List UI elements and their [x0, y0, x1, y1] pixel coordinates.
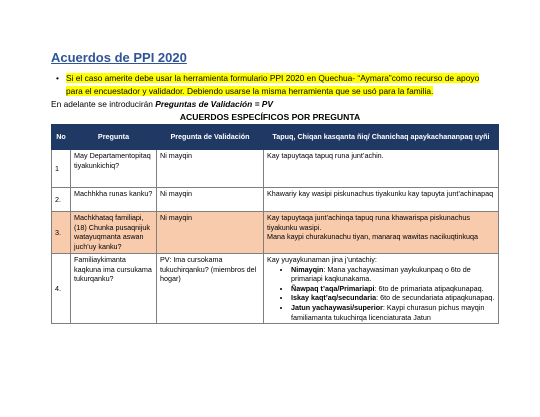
- criteria-text: : Kaypi churasun pichus mayqin familiamanta tukuchirqa licenciaturata Jatun: [291, 302, 485, 322]
- table-row: [52, 150, 499, 188]
- bullet-highlighted-text: Si el caso amerite debe usar la herramienta formulario PPI 2020 en Quechua- “Aymara”como recurso de apoyo para el encuestador y validador. Debiendo usarse la misma herramienta que se usó para la familia.: [66, 73, 480, 96]
- agreements-table: [51, 124, 499, 324]
- intro-emphasis: Preguntas de Validación = PV: [155, 99, 273, 109]
- list-item: [291, 265, 495, 284]
- list-item: [291, 293, 495, 303]
- row-validacion: Ni mayqin: [157, 150, 264, 188]
- table-caption: ACUERDOS ESPECÍFICOS POR PREGUNTA: [179, 112, 361, 122]
- tapuq-intro: Kay yuyaykunaman jina j’untachiy:: [267, 255, 377, 264]
- criteria-text: : 6to de primariata atipaqkunapaq.: [374, 283, 484, 293]
- row-pregunta: Machhkha runas kanku?: [71, 188, 157, 212]
- bullet-dot-icon: •: [56, 73, 59, 83]
- criteria-label: Jatun yachaywasi/superior: [291, 302, 383, 312]
- criteria-label: Nimayqin: [291, 264, 324, 274]
- row-tapuq: [264, 254, 499, 324]
- row-tapuq: Kay tapuytaqa junt’achinqa tapuq runa khawarispa piskunachus tiyakunku wasipi. Mana kaypi churakunachu tiyan, manaraq wawitas nacikuqtinkuqa: [264, 212, 499, 254]
- intro-prefix: En adelante se introducirán: [51, 99, 156, 109]
- row-no: 1: [52, 150, 71, 188]
- row-validacion: PV: Ima cursokama tukuchirqanku? (miembros del hogar): [157, 254, 264, 324]
- criteria-text: : 6to de secundariata atipaqkunapaq.: [376, 293, 495, 303]
- header-validacion: Pregunta de Validación: [157, 125, 264, 150]
- row-validacion: Ni mayqin: [157, 188, 264, 212]
- table-row: [52, 188, 499, 212]
- criteria-label: Iskay kaqt’aq/secundaria: [291, 293, 377, 303]
- row-no: 3.: [52, 212, 71, 254]
- criteria-list: [267, 265, 495, 323]
- row-pregunta: Familiaykimanta kaqkuna ima cursukama tukurqanku?: [71, 254, 157, 324]
- row-pregunta: May Departamentopitaq tiyakunkichiq?: [71, 150, 157, 188]
- list-item: [291, 284, 495, 294]
- list-item: [291, 303, 495, 322]
- row-pregunta: Machkhataq familiapi, (18) Chunka pusaqnijuk watayuqmanta aswan juch’uy kanku?: [71, 212, 157, 254]
- row-tapuq: Khawariy kay wasipi piskunachus tiyakunku kay tapuyta junt’achinapaq: [264, 188, 499, 212]
- row-no: 2.: [52, 188, 71, 212]
- row-validacion: Ni mayqin: [157, 212, 264, 254]
- row-no: 4.: [52, 254, 71, 324]
- bullet-note: [56, 72, 496, 97]
- header-tapuq: Tapuq, Chiqan kasqanta ñiq/ Chanichaq apaykachananpaq uyñi: [264, 125, 499, 150]
- table-header-row: [52, 125, 499, 150]
- table-row: [52, 212, 499, 254]
- page-title: Acuerdos de PPI 2020: [51, 50, 187, 65]
- criteria-label: Ñawpaq t’aqa/Primariapi: [291, 283, 375, 293]
- header-pregunta: Pregunta: [71, 125, 157, 150]
- table-row: [52, 254, 499, 324]
- header-no: No: [52, 125, 71, 150]
- row-tapuq: Kay tapuytaqa tapuq runa junt’achin.: [264, 150, 499, 188]
- intro-line: [51, 99, 273, 109]
- criteria-text: : Mana yachaywasiman yaykukunpaq o 6to de primariapi kaqkunakama.: [291, 264, 471, 284]
